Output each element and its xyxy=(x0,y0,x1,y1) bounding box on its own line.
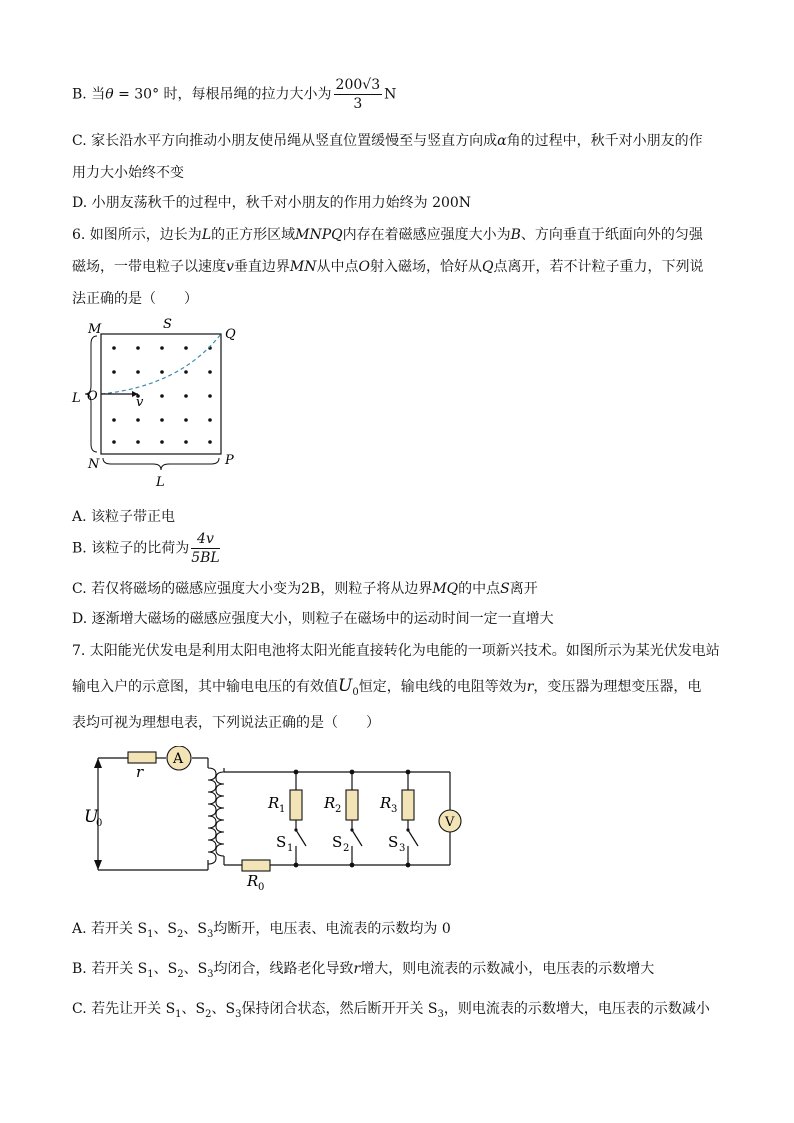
symbol-L: L xyxy=(201,227,212,243)
fraction xyxy=(334,76,383,113)
subscript: 0 xyxy=(352,686,359,698)
label-S2: S xyxy=(332,833,343,851)
theta-symbol: θ xyxy=(105,86,114,103)
fraction xyxy=(191,530,220,567)
label-R0-sub: 0 xyxy=(258,882,265,893)
option-text: B. 若开关 S xyxy=(72,961,148,977)
option-text: C. 若仅将磁场的磁感应强度大小变为 xyxy=(72,581,302,597)
option-text: A. 该粒子带正电 xyxy=(72,509,176,525)
subscript: 1 xyxy=(175,1008,182,1020)
alpha-symbol: α xyxy=(497,133,507,149)
label-P: P xyxy=(225,453,234,468)
option-text: 角的过程中，秋千对小朋友的作 xyxy=(506,133,703,149)
q6-option-b xyxy=(72,530,222,567)
option-text: 、S xyxy=(153,961,178,977)
option-text: ，则电流表的示数增大，电压表的示数减小 xyxy=(443,1001,710,1017)
stem-text: 输电入户的示意图，其中输电电压的有效值 xyxy=(72,679,338,695)
option-text: D. 逐渐增大磁场的磁感应强度大小，则粒子在磁场中的运动时间一定一直增大 xyxy=(72,611,554,627)
symbol-r: r xyxy=(353,961,361,977)
stem-text: 法正确的是（ ） xyxy=(72,291,198,307)
label-R0: R xyxy=(247,872,259,890)
fraction-denominator: 5BL xyxy=(191,550,220,566)
option-text: D. 小朋友荡秋千的过程中，秋千对小朋友的作用力始终为 200N xyxy=(72,195,472,211)
subscript: 2 xyxy=(177,968,184,980)
symbol-r: r xyxy=(526,679,534,695)
resistor-r2 xyxy=(346,790,358,820)
bottom-brace xyxy=(103,458,219,470)
option-text: = 30° 时，每根吊绳的拉力大小为 xyxy=(113,86,332,103)
symbol-Q: Q xyxy=(482,259,494,275)
label-L-bottom: L xyxy=(156,475,165,490)
label-ammeter-A: A xyxy=(173,751,184,767)
stem-text: ，变压器为理想变压器，电 xyxy=(533,679,702,695)
unit: N xyxy=(384,86,397,103)
q7-option-c xyxy=(72,998,710,1020)
label-N: N xyxy=(88,457,100,472)
option-text: 均断开，电压表、电流表的示数均为 0 xyxy=(213,921,451,937)
subscript: 1 xyxy=(147,928,154,940)
q6-option-d xyxy=(72,608,554,628)
resistor-r3 xyxy=(402,790,414,820)
symbol-2B: 2B xyxy=(301,581,321,597)
symbol-U: U xyxy=(338,676,353,696)
label-U0: U xyxy=(84,807,99,827)
q7-option-a xyxy=(72,918,451,940)
stem-text: 、方向垂直于纸面向外的匀强 xyxy=(520,227,703,243)
subscript: 2 xyxy=(205,1008,212,1020)
q6-stem-line1 xyxy=(72,224,703,244)
option-text: 增大，则电流表的示数减小，电压表的示数增大 xyxy=(360,961,655,977)
q5-option-b xyxy=(72,76,396,113)
label-v: v xyxy=(136,395,144,410)
symbol-B: B xyxy=(510,227,521,243)
stem-text: 表均可视为理想电表，下列说法正确的是（ ） xyxy=(72,715,380,731)
label-L-left: L xyxy=(72,391,81,406)
q5-option-c-line1 xyxy=(72,130,703,150)
stem-text: 6. 如图所示，边长为 xyxy=(72,227,202,243)
stem-text: 磁场，一带电粒子以速度 xyxy=(72,259,226,275)
option-text: 离开 xyxy=(509,581,538,597)
label-r: r xyxy=(136,763,144,781)
q7-stem-line1 xyxy=(72,640,720,660)
option-text: 、S xyxy=(153,921,178,937)
q5-option-d xyxy=(72,192,471,212)
primary-coil xyxy=(208,768,216,864)
option-text: B. 当 xyxy=(72,86,106,103)
resistor-r xyxy=(128,752,156,763)
resistor-r1 xyxy=(290,790,302,820)
stem-text: 恒定，输电线的电阻等效为 xyxy=(358,679,527,695)
q5-option-c-line2 xyxy=(72,162,184,182)
label-R2: R xyxy=(324,794,336,812)
option-text: 、S xyxy=(183,961,208,977)
option-text: 、S xyxy=(183,921,207,937)
subscript: 1 xyxy=(147,968,154,980)
option-text: A. 若开关 S xyxy=(72,921,148,937)
label-S1-sub: 1 xyxy=(287,843,294,854)
u0-arrow-top xyxy=(94,758,102,768)
q6-stem-line3 xyxy=(72,288,198,308)
fraction-denominator: 3 xyxy=(353,96,363,112)
label-S1: S xyxy=(276,833,287,851)
label-R2-sub: 2 xyxy=(335,804,342,815)
symbol-S: S xyxy=(500,581,510,597)
label-R1-sub: 1 xyxy=(279,804,286,815)
subscript: 3 xyxy=(437,1008,444,1020)
fraction-numerator: 4v xyxy=(191,530,220,549)
stem-text: 内存在着磁感应强度大小为 xyxy=(342,227,511,243)
option-text: ，则粒子将从边界 xyxy=(320,581,433,597)
stem-text: 从中点 xyxy=(316,259,359,275)
option-text: B. 该粒子的比荷为 xyxy=(72,540,190,557)
label-S3-sub: 3 xyxy=(399,843,406,854)
label-U0-sub: 0 xyxy=(96,818,103,829)
symbol-MN: MN xyxy=(289,259,317,275)
option-text: 、S xyxy=(211,1001,236,1017)
subscript: 3 xyxy=(207,968,214,980)
resistor-r0 xyxy=(242,860,270,871)
label-R3: R xyxy=(380,794,392,812)
label-S: S xyxy=(163,317,172,332)
stem-text: 的正方形区域 xyxy=(211,227,296,243)
q7-stem-line3 xyxy=(72,712,380,732)
symbol-MNPQ: MNPQ xyxy=(295,227,343,243)
label-Q: Q xyxy=(225,327,236,342)
stem-text: 射入磁场，恰好从 xyxy=(370,259,482,275)
secondary-coil xyxy=(216,772,224,856)
label-R3-sub: 3 xyxy=(391,804,398,815)
q6-stem-line2 xyxy=(72,256,703,276)
q7-option-b xyxy=(72,958,654,980)
stem-text: 7. 太阳能光伏发电是利用太阳电池将太阳光能直接转化为电能的一项新兴技术。如图所示为某光伏发电站 xyxy=(72,643,720,659)
label-R1: R xyxy=(268,794,280,812)
symbol-v: v xyxy=(226,259,234,275)
option-text: 保持闭合状态，然后断开开关 S xyxy=(241,1001,438,1017)
subscript: 3 xyxy=(207,928,214,940)
stem-text: 垂直边界 xyxy=(233,259,290,275)
stem-text: 点离开，若不计粒子重力，下列说 xyxy=(493,259,704,275)
label-voltmeter-V: V xyxy=(445,815,455,830)
option-text: 、S xyxy=(181,1001,206,1017)
label-M: M xyxy=(88,322,102,337)
q7-stem-line2 xyxy=(72,676,701,698)
option-text: 均闭合，线路老化导致 xyxy=(213,961,354,977)
symbol-MQ: MQ xyxy=(432,581,459,597)
option-text: 的中点 xyxy=(458,581,501,597)
particle-trajectory xyxy=(101,334,221,394)
fraction-numerator: 200√3 xyxy=(335,77,381,93)
option-text: C. 家长沿水平方向推动小朋友使吊绳从竖直位置缓慢至与竖直方向成 xyxy=(72,133,498,149)
subscript: 2 xyxy=(177,928,184,940)
option-text: 用力大小始终不变 xyxy=(72,165,184,181)
q6-option-a xyxy=(72,506,175,526)
label-O: O xyxy=(87,389,98,404)
field-dots xyxy=(112,346,212,444)
q7-circuit-figure xyxy=(84,746,464,896)
label-S2-sub: 2 xyxy=(343,843,350,854)
q6-magnetic-field-figure xyxy=(70,316,250,492)
symbol-O: O xyxy=(358,259,370,275)
u0-arrow-bottom xyxy=(94,860,102,870)
label-S3: S xyxy=(388,833,399,851)
option-text: C. 若先让开关 S xyxy=(72,1001,176,1017)
subscript: 3 xyxy=(235,1008,242,1020)
q6-option-c xyxy=(72,578,538,598)
